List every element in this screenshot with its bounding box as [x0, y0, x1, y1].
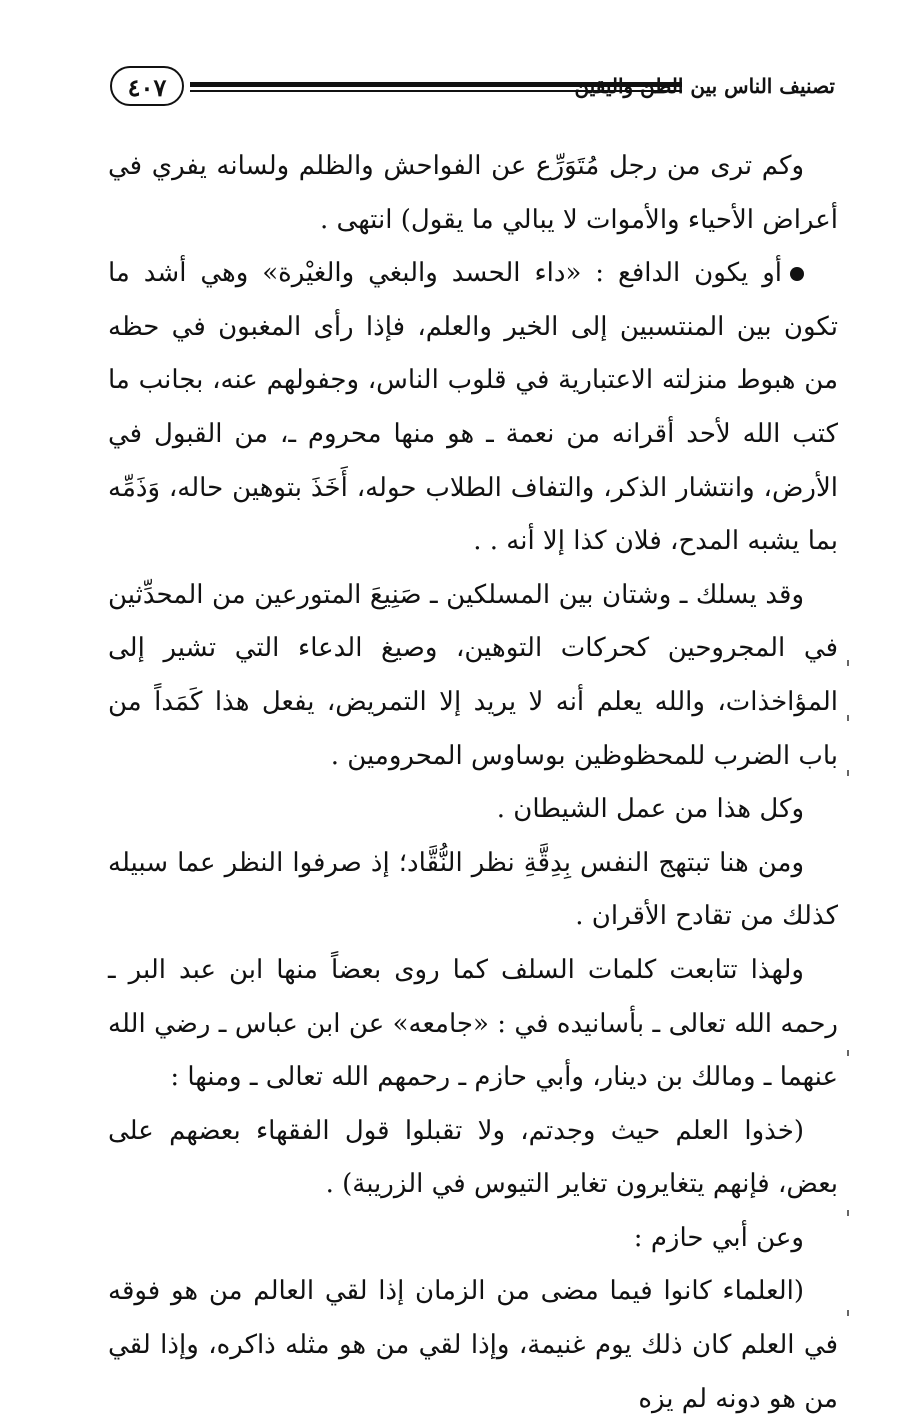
paragraph-9: (العلماء كانوا فيما مضى من الزمان إذا لقي العالم من هو فوقه في العلم كان ذلك يوم غنيمة، وإذا لقي من هو مثله ذاكره، وإذا لقي من هو دونه لم يزه	[108, 1276, 838, 1414]
scan-edge-mark	[847, 715, 849, 721]
body-text	[108, 140, 838, 1426]
paragraph-8: وعن أبي حازم :	[633, 1222, 804, 1253]
page-header	[110, 62, 835, 118]
scan-edge-mark	[847, 1210, 849, 1216]
paragraph-3: وقد يسلك ـ وشتان بين المسلكين ـ صَنِيعَ المتورعين من المحدِّثين في المجروحين كحركات التوهين، وصيغ الدعاء التي تشير إلى المؤاخذات، والله يعلم أنه لا يريد إلا التمريض، يفعل هذا كَمَداً من باب الضرب للمحظوظين بوساوس المحرومين .	[108, 579, 838, 771]
paragraph-2-text: أو يكون الدافع : «داء الحسد والبغي والغيْرة» وهي أشد ما تكون بين المنتسبين إلى الخير والعلم، فإذا رأى المغبون في حظه من هبوط منزلته الاعتبارية في قلوب الناس، وجفولهم عنه، بجانب ما كتب الله لأحد أقرانه من نعمة ـ هو منها محروم ـ، من القبول في الأرض، وانتشار الذكر، والتفاف الطلاب حوله، أَخَذَ بتوهين حاله، وَذَمِّه بما يشبه المدح، فلان كذا إلا أنه . .	[108, 258, 838, 557]
scan-edge-mark	[847, 770, 849, 776]
bullet-icon	[790, 267, 804, 281]
page-number: ٤٠٧	[110, 66, 184, 106]
paragraph-6: ولهذا تتابعت كلمات السلف كما روى بعضاً منها ابن عبد البر ـ رحمه الله تعالى ـ بأسانيده في : «جامعه» عن ابن عباس ـ رضي الله عنهما ـ ومالك بن دينار، وأبي حازم ـ رحمهم الله تعالى ـ ومنها :	[108, 954, 838, 1093]
scan-edge-mark	[847, 1050, 849, 1056]
paragraph-2	[108, 247, 838, 569]
paragraph-1: وكم ترى من رجل مُتَوَرِّع عن الفواحش والظلم ولسانه يفري في أعراض الأحياء والأموات لا يبالي ما يقول) انتهى .	[108, 151, 838, 235]
running-title: تصنيف الناس بين الظن واليقين	[574, 74, 835, 98]
scan-edge-mark	[847, 660, 849, 666]
paragraph-4: وكل هذا من عمل الشيطان .	[496, 794, 804, 825]
paragraph-5: ومن هنا تبتهج النفس بِدِقَّةِ نظر النُّقَّاد؛ إذ صرفوا النظر عما سبيله كذلك من تقادح الأقران .	[108, 847, 838, 932]
scan-edge-mark	[847, 1310, 849, 1316]
paragraph-7: (خذوا العلم حيث وجدتم، ولا تقبلوا قول الفقهاء بعضهم على بعض، فإنهم يتغايرون تغاير التيوس في الزريبة) .	[108, 1115, 838, 1200]
